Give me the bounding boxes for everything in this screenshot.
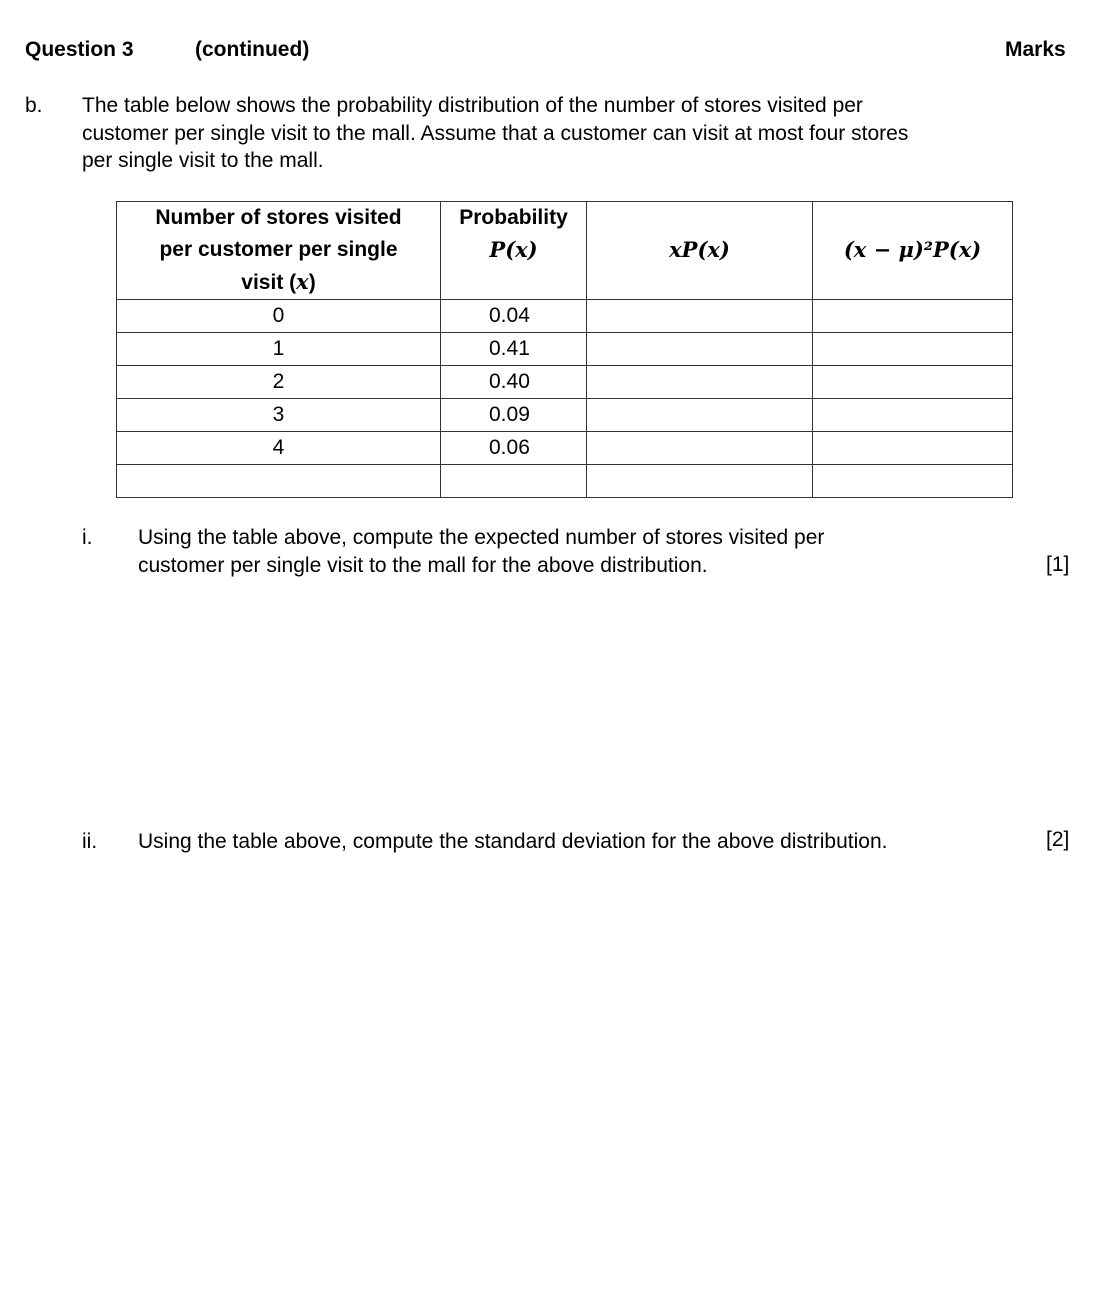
cell-var [813,300,1013,333]
cell-p: 0.04 [441,300,587,333]
cell-xp [587,300,813,333]
cell-xp [587,333,813,366]
continued-label: (continued) [195,38,310,61]
table-row [117,333,1013,366]
cell-xp [587,465,813,498]
sub-i-line: customer per single visit to the mall for the above distribution. [138,553,708,577]
cell-var [813,432,1013,465]
cell-x: 4 [117,432,441,465]
cell-p: 0.41 [441,333,587,366]
header-prob-line: Probability [459,206,568,229]
header-x-line: visit (x) [241,269,316,294]
probability-distribution-table [116,201,1013,498]
table-row [117,399,1013,432]
header-variance-term [813,202,1013,300]
sub-i-label: i. [82,526,93,549]
sub-ii-text: Using the table above, compute the standard deviation for the above distribution. [138,830,888,853]
cell-x: 2 [117,366,441,399]
cell-xp [587,366,813,399]
cell-var [813,366,1013,399]
sub-i-marks: [1] [1046,553,1070,576]
table-row [117,366,1013,399]
sub-i-text [138,524,824,579]
part-b-line: The table below shows the probability distribution of the number of stores visited per [82,94,863,117]
header-x-line: per customer per single [159,238,398,261]
sub-ii-label: ii. [82,830,98,853]
table-row [117,300,1013,333]
cell-p: 0.09 [441,399,587,432]
cell-p: 0.40 [441,366,587,399]
table-header-row [117,202,1013,300]
x-symbol: x [296,269,309,294]
cell-p [441,465,587,498]
marks-heading: Marks [1005,38,1066,61]
cell-xp [587,399,813,432]
cell-p: 0.06 [441,432,587,465]
cell-var [813,465,1013,498]
question-number: Question 3 [25,38,134,61]
header-xpx [587,202,813,300]
part-b-label: b. [25,94,43,117]
table-total-row [117,465,1013,498]
cell-x [117,465,441,498]
cell-var [813,333,1013,366]
cell-var [813,399,1013,432]
part-b-line: customer per single visit to the mall. Assume that a customer can visit at most four stores [82,121,909,145]
header-variance-formula: (x − μ)²P(x) [843,237,982,262]
header-probability [441,202,587,300]
cell-x: 1 [117,333,441,366]
table-row [117,432,1013,465]
cell-x: 0 [117,300,441,333]
sub-ii-marks: [2] [1046,828,1070,851]
cell-x: 3 [117,399,441,432]
part-b-line: per single visit to the mall. [82,149,324,172]
header-prob-symbol: P(x) [489,237,538,262]
sub-i-line: Using the table above, compute the expected number of stores visited per [138,526,825,549]
header-x-line: Number of stores visited [155,206,402,229]
cell-xp [587,432,813,465]
header-x [117,202,441,300]
part-b-text [82,92,908,175]
header-xpx-formula: xP(x) [669,237,730,262]
